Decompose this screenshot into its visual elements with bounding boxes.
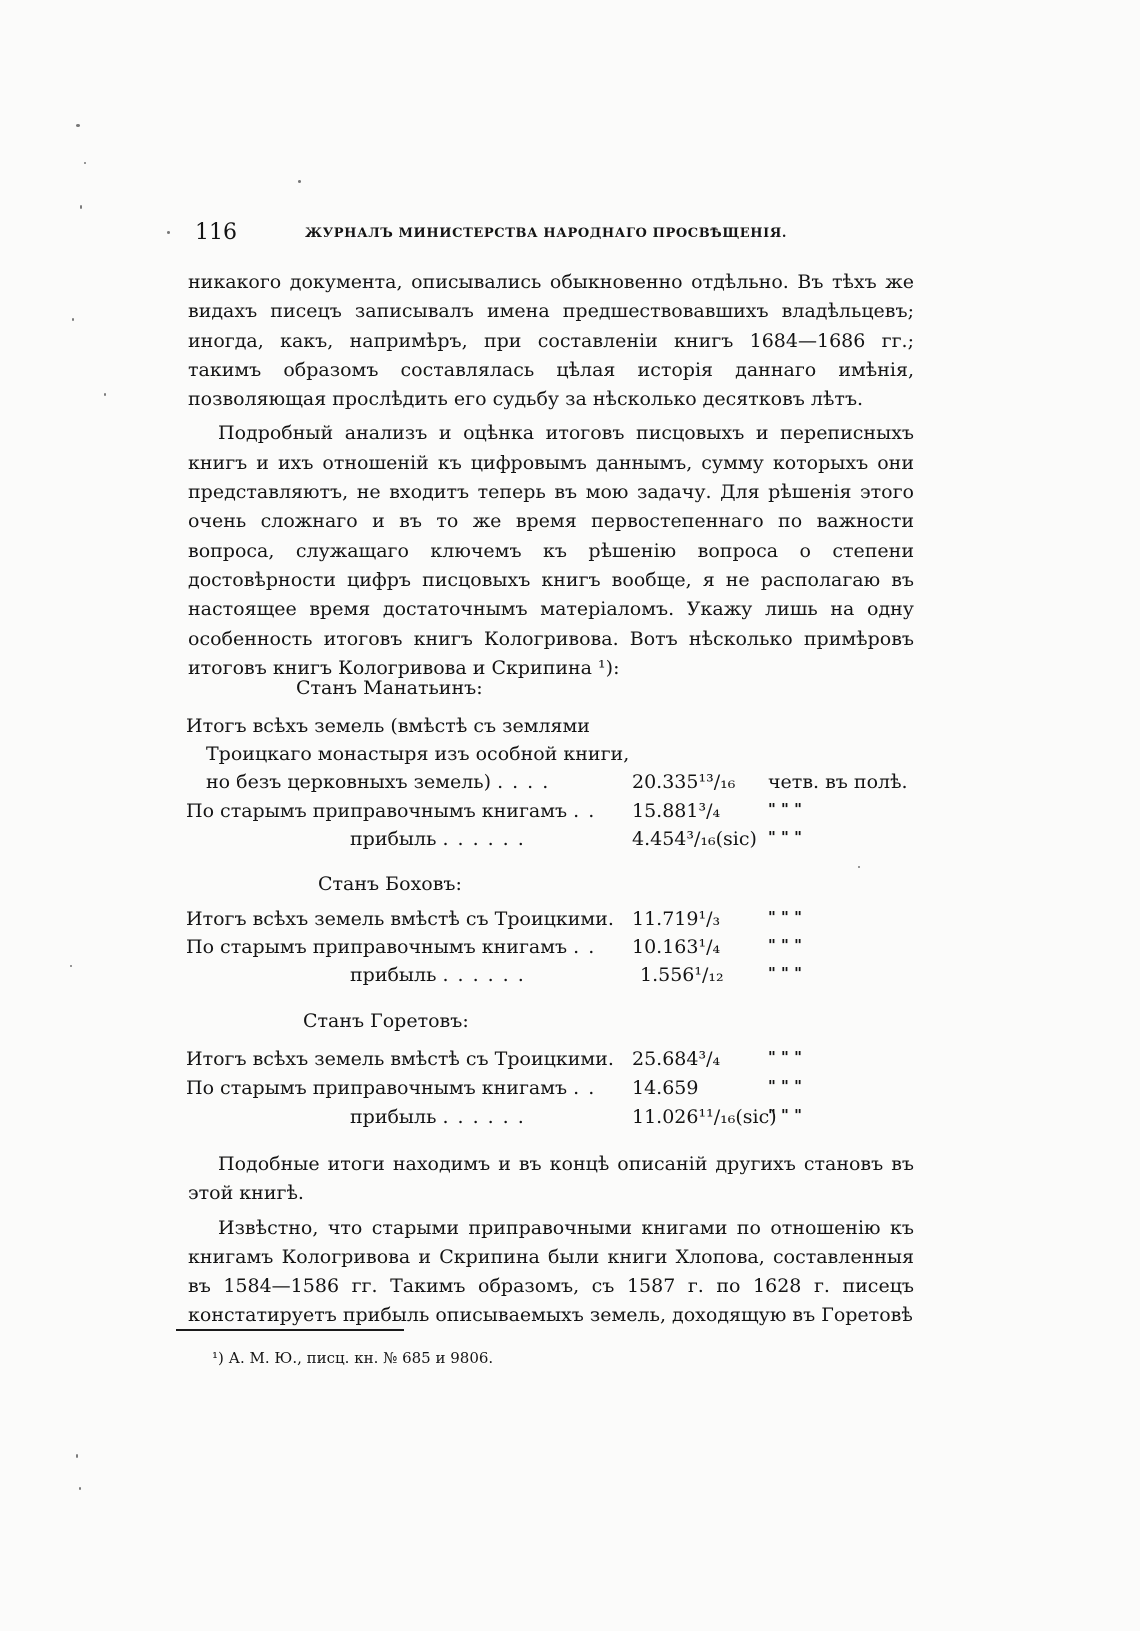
paragraph-2: Подробный анализъ и оцѣнка итоговъ писцовыхъ и переписныхъ книгъ и ихъ отношеній къ цифровымъ даннымъ, сумму которыхъ они представляютъ, не входитъ теперь въ мою задачу. Для рѣшенія этого очень сложнаго и въ то же время первостепеннаго по важности вопроса, служащаго ключемъ къ рѣшенію вопроса о степени достовѣрности цифръ писцовыхъ книгъ вообще, я не располагаю въ настоящее время достаточнымъ матеріаломъ. Укажу лишь на одну особенность итоговъ книгъ Кологривова. Вотъ нѣсколько примѣровъ итоговъ книгъ Кологривова и Скрипина ¹): (188, 422, 914, 679)
row-label (186, 936, 603, 958)
footnote-rule (176, 1329, 404, 1331)
row-label (350, 828, 533, 850)
paragraph-4: Извѣстно, что старыми приправочными книгами по отношенію къ книгамъ Кологривова и Скрипина были книги Хлопова, составленныя въ 1584—1586 гг. Такимъ образомъ, съ 1587 г. по 1628 г. писецъ констатируетъ прибыль описываемыхъ земель, доходящую въ Горетовѣ (188, 1216, 914, 1327)
body-text (188, 268, 914, 683)
leader-dots: .. (573, 800, 604, 822)
row-value: 25.684³/₄ (632, 1048, 721, 1070)
row-value: 11.719¹/₃ (632, 908, 721, 930)
row-value: 11.026¹¹/₁₆(sic) (632, 1106, 777, 1128)
scan-speck (80, 205, 82, 209)
scan-speck (72, 318, 74, 321)
row-label (206, 771, 557, 793)
leader-dots: .. (573, 936, 604, 958)
row-unit: четв. въ полѣ. (768, 771, 908, 793)
leader-dots: ...... (442, 964, 533, 986)
paragraph-3: Подобные итоги находимъ и въ концѣ описаній другихъ становъ въ этой книгѣ. (188, 1153, 914, 1205)
footnote: ¹) А. М. Ю., писц. кн. № 685 и 9806. (212, 1349, 494, 1367)
table-row (0, 964, 1140, 994)
row-label-text: прибыль (350, 828, 437, 850)
scan-speck (167, 231, 170, 234)
row-unit-ditto: " " " (768, 908, 802, 926)
leader-dots: .... (497, 771, 558, 793)
stan-heading-manatyin: Станъ Манатьинъ: (296, 677, 483, 699)
row-label-text: но безъ церковныхъ земель) (206, 771, 492, 793)
row-unit-ditto: " " " (768, 964, 802, 982)
row-label (186, 1077, 603, 1099)
stan-heading-bokhov: Станъ Боховъ: (318, 873, 462, 895)
row-value: 20.335¹³/₁₆ (632, 771, 736, 793)
row-value: 14.659 (632, 1077, 699, 1099)
row-value: 15.881³/₄ (632, 800, 721, 822)
row-label: Итогъ всѣхъ земель вмѣстѣ съ Троицкими. (186, 908, 614, 930)
row-label: Итогъ всѣхъ земель вмѣстѣ съ Троицкими. (186, 1048, 614, 1070)
closing-text (188, 1150, 914, 1331)
table-row (0, 743, 1140, 773)
row-label (350, 964, 533, 986)
row-label (186, 800, 603, 822)
leader-dots: ...... (442, 828, 533, 850)
row-label-text: прибыль (350, 964, 437, 986)
row-label-text: По старымъ приправочнымъ книгамъ (186, 1077, 568, 1099)
table-row (0, 908, 1140, 938)
table-row (0, 1077, 1140, 1107)
table-row (0, 715, 1140, 745)
row-unit-ditto: " " " (768, 1106, 802, 1124)
running-title: ЖУРНАЛЪ МИНИСТЕРСТВА НАРОДНАГО ПРОСВѢЩЕНІЯ. (305, 226, 788, 241)
scan-speck (70, 965, 72, 967)
scan-speck (104, 393, 106, 396)
row-label (350, 1106, 533, 1128)
row-label-text: прибыль (350, 1106, 437, 1128)
leader-dots: .. (573, 1077, 604, 1099)
scan-speck (79, 1487, 81, 1490)
row-unit-ditto: " " " (768, 936, 802, 954)
row-value: 1.556¹/₁₂ (640, 964, 724, 986)
page-header (187, 214, 915, 254)
table-row (0, 771, 1140, 801)
scan-speck (84, 162, 86, 164)
scan-speck (76, 1454, 78, 1458)
row-unit-ditto: " " " (768, 1077, 802, 1095)
page-number: 116 (195, 220, 237, 245)
scan-speck (858, 866, 860, 868)
row-value: 4.454³/₁₆(sic) (632, 828, 757, 850)
table-row (0, 936, 1140, 966)
table-row (0, 800, 1140, 830)
row-label-text: По старымъ приправочнымъ книгамъ (186, 800, 568, 822)
table-row (0, 1106, 1140, 1136)
stan-heading-goretov: Станъ Горетовъ: (303, 1010, 469, 1032)
row-unit-ditto: " " " (768, 828, 802, 846)
row-value: 10.163¹/₄ (632, 936, 721, 958)
scan-speck (298, 180, 301, 183)
row-label: Итогъ всѣхъ земель (вмѣстѣ съ землями (186, 715, 590, 737)
table-row (0, 1048, 1140, 1078)
row-label-text: По старымъ приправочнымъ книгамъ (186, 936, 568, 958)
paragraph-1: никакого документа, описывались обыкновенно отдѣльно. Въ тѣхъ же видахъ писецъ записывалъ имена предшествовавшихъ владѣльцевъ; иногда, какъ, напримѣръ, при составленіи книгъ 1684—1686 гг.; такимъ образомъ составлялась цѣлая исторія даннаго имѣнія, позволяющая прослѣдить его судьбу за нѣсколько десятковъ лѣтъ. (188, 271, 914, 411)
row-label: Троицкаго монастыря изъ особной книги, (206, 743, 630, 765)
row-unit-ditto: " " " (768, 800, 802, 818)
row-unit-ditto: " " " (768, 1048, 802, 1066)
scan-speck (76, 124, 80, 127)
table-row (0, 828, 1140, 858)
leader-dots: ...... (442, 1106, 533, 1128)
